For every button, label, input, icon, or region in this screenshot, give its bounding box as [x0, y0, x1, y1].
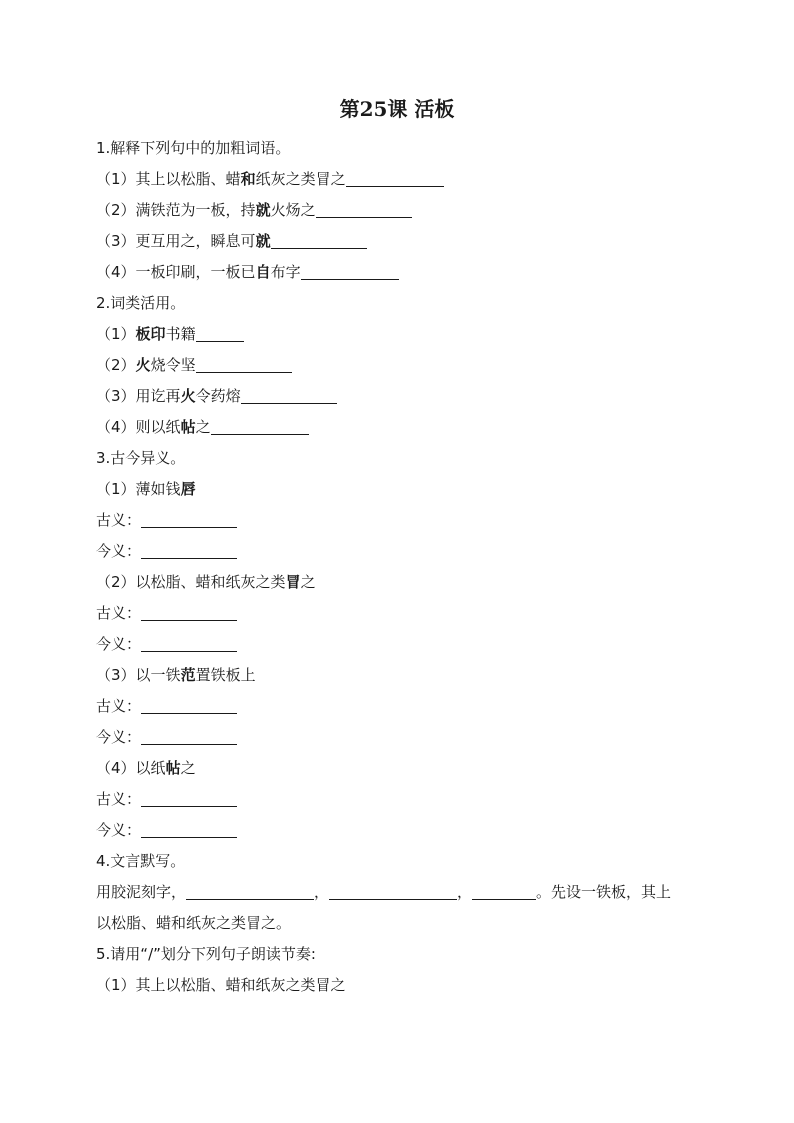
answer-blank[interactable] [141, 726, 237, 745]
answer-blank[interactable] [472, 881, 536, 900]
answer-blank[interactable] [141, 602, 237, 621]
page-title: 第25课 活板 [339, 97, 455, 121]
q5-item-1: （1）其上以松脂、蜡和纸灰之类冒之 [96, 976, 346, 994]
q1-item-3: （3）更互用之，瞬息可就 [96, 226, 706, 257]
q2-item-2: （2）火烧令坚 [96, 350, 706, 381]
q2-item-3: （3）用讫再火令药熔 [96, 381, 706, 412]
answer-blank[interactable] [141, 819, 237, 838]
q3-item-3-gu: 古义： [96, 691, 706, 722]
q1-item-2: （2）满铁范为一板，持就火炀之 [96, 195, 706, 226]
q3-heading: 3.古今异义。 [96, 449, 186, 467]
q3-item-4: （4）以纸帖之 [96, 759, 196, 777]
q3-item-2-gu: 古义： [96, 598, 706, 629]
q5-heading: 5.请用“/”划分下列句子朗读节奏: [96, 945, 316, 963]
answer-blank[interactable] [211, 416, 309, 435]
q3-item-4-gu: 古义： [96, 784, 706, 815]
answer-blank[interactable] [141, 540, 237, 559]
q4-fill-line-2: 以松脂、蜡和纸灰之类冒之。 [96, 914, 292, 932]
answer-blank[interactable] [141, 788, 237, 807]
q3-item-1-gu: 古义： [96, 505, 706, 536]
q3-item-4-jin: 今义： [96, 815, 706, 846]
answer-blank[interactable] [141, 695, 237, 714]
answer-blank[interactable] [186, 881, 314, 900]
answer-blank[interactable] [196, 354, 292, 373]
q1-item-4: （4）一板印刷，一板已自布字 [96, 257, 706, 288]
answer-blank[interactable] [346, 168, 444, 187]
answer-blank[interactable] [301, 261, 399, 280]
q3-item-1: （1）薄如钱唇 [96, 480, 196, 498]
q4-fill-line: 用胶泥刻字， ， ， 。先设一铁板，其上 [96, 883, 672, 901]
q2-heading: 2.词类活用。 [96, 294, 186, 312]
q3-item-2-jin: 今义： [96, 629, 706, 660]
q1-item-1: （1）其上以松脂、蜡和纸灰之类冒之 [96, 164, 706, 195]
q3-item-1-jin: 今义： [96, 536, 706, 567]
q3-item-2: （2）以松脂、蜡和纸灰之类冒之 [96, 573, 316, 591]
answer-blank[interactable] [316, 199, 412, 218]
answer-blank[interactable] [329, 881, 457, 900]
answer-blank[interactable] [196, 323, 244, 342]
answer-blank[interactable] [141, 633, 237, 652]
q2-item-1: （1）板印书籍 [96, 319, 706, 350]
worksheet-content [96, 133, 706, 1001]
answer-blank[interactable] [141, 509, 237, 528]
q3-item-3: （3）以一铁范置铁板上 [96, 666, 256, 684]
q2-item-4: （4）则以纸帖之 [96, 412, 706, 443]
q3-item-3-jin: 今义： [96, 722, 706, 753]
q4-heading: 4.文言默写。 [96, 852, 186, 870]
answer-blank[interactable] [271, 230, 367, 249]
answer-blank[interactable] [241, 385, 337, 404]
q1-heading: 1.解释下列句中的加粗词语。 [96, 139, 291, 157]
